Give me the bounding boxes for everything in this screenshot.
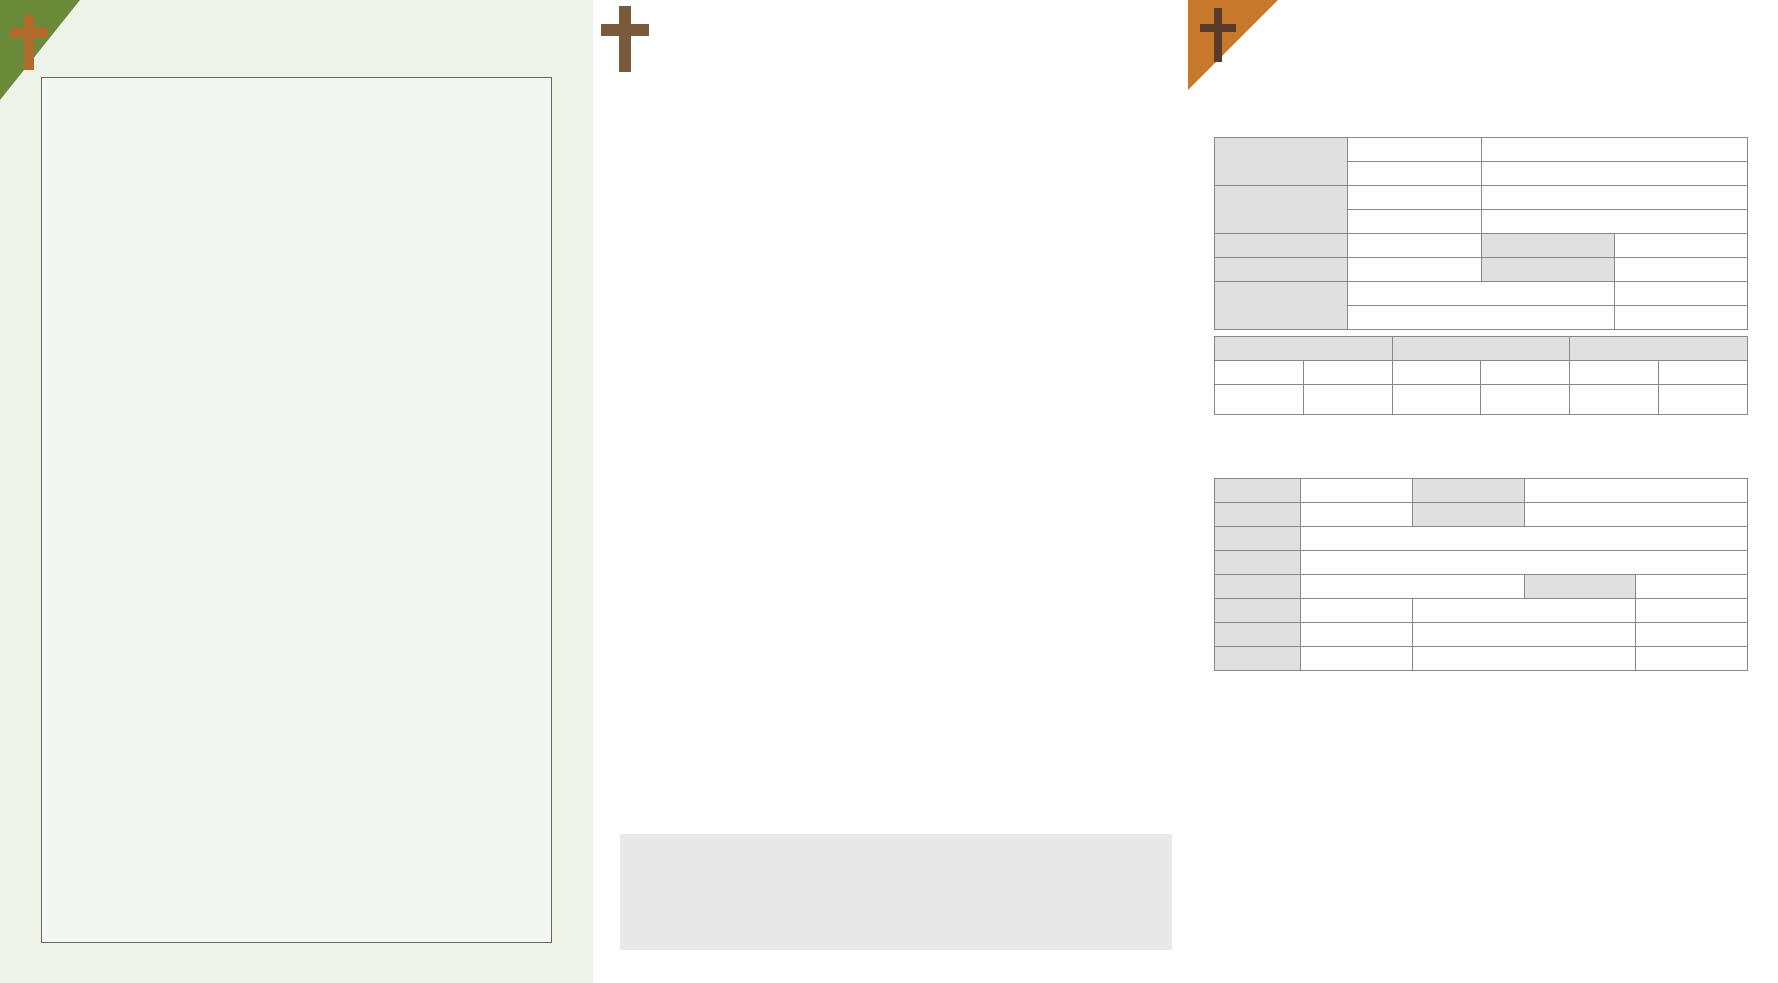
cell-label [1215, 599, 1301, 623]
cell-label [1215, 623, 1301, 647]
cell [1301, 647, 1413, 671]
cell [1412, 599, 1636, 623]
cell-label [1215, 337, 1393, 361]
cell [1481, 385, 1570, 415]
sermon-note-box[interactable] [41, 77, 552, 943]
cell-label [1215, 234, 1348, 258]
cell [1303, 385, 1392, 415]
cell [1636, 575, 1748, 599]
cell-label [1215, 527, 1301, 551]
cell [1348, 210, 1481, 234]
cell-label [1215, 258, 1348, 282]
cell [1348, 258, 1481, 282]
cell-label [1570, 337, 1748, 361]
cell-label [1215, 503, 1301, 527]
cell [1301, 551, 1748, 575]
cell [1392, 385, 1481, 415]
cell [1481, 138, 1748, 162]
cell [1481, 186, 1748, 210]
cell-label [1215, 575, 1301, 599]
cell [1659, 385, 1748, 415]
cell [1348, 234, 1481, 258]
cell-label [1412, 503, 1524, 527]
cell [1301, 503, 1413, 527]
cell [1348, 138, 1481, 162]
cell [1481, 162, 1748, 186]
cell [1524, 503, 1748, 527]
cell [1348, 306, 1615, 330]
cell [1412, 647, 1636, 671]
finance-report [620, 834, 1172, 950]
cell [1570, 385, 1659, 415]
cell-label [1392, 337, 1570, 361]
cell [1348, 162, 1481, 186]
cell-label [1215, 282, 1348, 330]
cell-label [1412, 479, 1524, 503]
cell [1481, 210, 1748, 234]
cell-label [1215, 479, 1301, 503]
cell-label [1524, 575, 1636, 599]
cell [1614, 234, 1747, 258]
worship-servers-table [1214, 137, 1748, 330]
cell [1301, 623, 1413, 647]
cell [1524, 479, 1748, 503]
church-staff-table [1214, 478, 1748, 671]
cell [1636, 599, 1748, 623]
cell [1412, 623, 1636, 647]
cell-label [1215, 138, 1348, 186]
cell [1636, 647, 1748, 671]
cell [1614, 258, 1747, 282]
cell [1348, 186, 1481, 210]
duty-table [1214, 336, 1748, 415]
cell [1636, 623, 1748, 647]
cell-label [1215, 647, 1301, 671]
cell [1301, 575, 1525, 599]
wooden-cross-image [593, 0, 673, 80]
cell-label [1215, 551, 1301, 575]
cell-label [1481, 258, 1614, 282]
cell [1301, 599, 1413, 623]
cell [1614, 306, 1747, 330]
cross-corner-image [1188, 0, 1278, 90]
cell [1301, 479, 1413, 503]
cell [1301, 527, 1748, 551]
left-panel [0, 0, 593, 983]
cell-label [1481, 234, 1614, 258]
cell [1215, 385, 1304, 415]
cell-label [1215, 186, 1348, 234]
